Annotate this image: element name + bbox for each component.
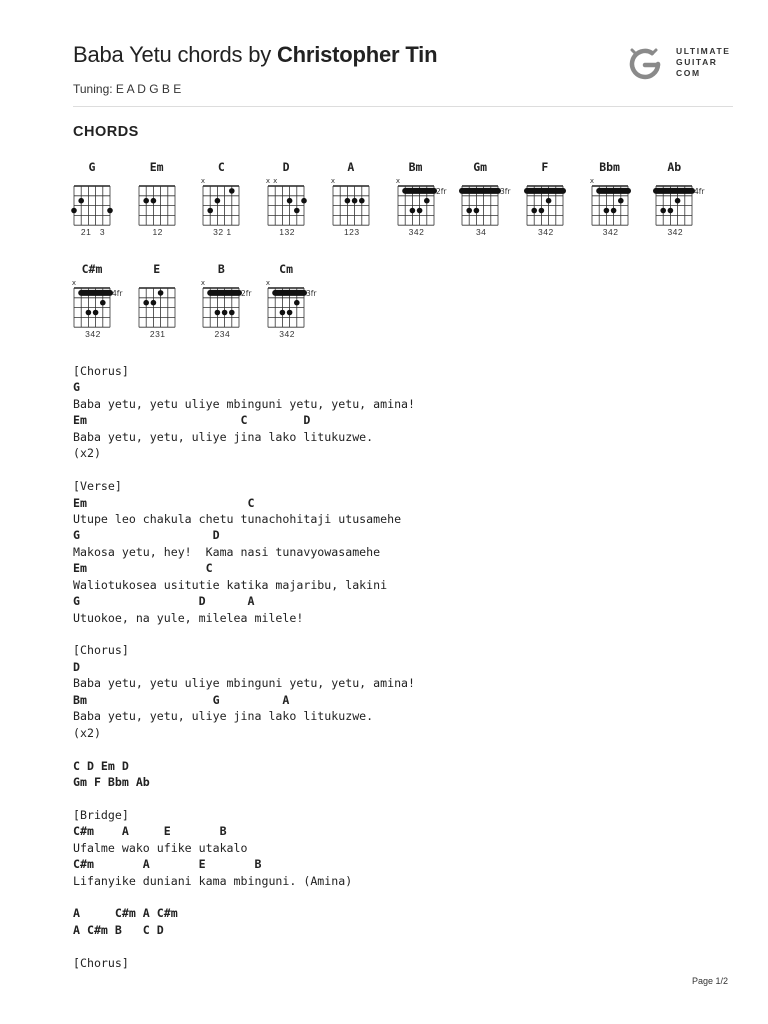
- chord-line: C#m A E B: [73, 824, 227, 839]
- finger-numbers: 34: [475, 227, 487, 237]
- lyric-line: Baba yetu, yetu, uliye jina lako litukuzwe.: [73, 709, 374, 724]
- finger-numbers: 123: [343, 227, 360, 237]
- section-label: [Verse]: [73, 479, 122, 494]
- muted-string-marker: x: [266, 279, 271, 287]
- lyric-line: Utuokoe, na yule, milelea milele!: [73, 610, 304, 625]
- finger-dot: [538, 208, 544, 214]
- artist-name: Christopher Tin: [276, 42, 438, 67]
- chord-diagram: [654, 160, 724, 242]
- finger-dot: [675, 198, 681, 204]
- finger-numbers: 342: [602, 227, 619, 237]
- finger-dot: [78, 198, 84, 204]
- finger-dot: [668, 208, 674, 214]
- finger-dot: [344, 198, 350, 204]
- chord-diagram: [525, 160, 595, 242]
- fretboard-grid: [266, 176, 312, 228]
- finger-dot: [100, 300, 106, 306]
- logo-line-1: ULTIMATE: [676, 46, 731, 56]
- lyric-line: Baba yetu, yetu uliye mbinguni yetu, yetu, amina!: [73, 396, 416, 411]
- finger-dot: [546, 198, 552, 204]
- lyric-line: [73, 741, 415, 757]
- finger-dot: [107, 208, 113, 214]
- barre-mark: [653, 188, 695, 194]
- chord-line: C D Em D: [73, 758, 129, 773]
- finger-dot: [474, 208, 480, 214]
- barre-mark: [459, 188, 501, 194]
- finger-dot: [301, 198, 307, 204]
- section-label: [Chorus]: [73, 364, 129, 378]
- chord-name: F: [541, 160, 549, 174]
- finger-dot: [352, 198, 358, 204]
- finger-dot: [215, 310, 221, 316]
- fretboard-grid: [201, 176, 247, 228]
- chord-name: A: [347, 160, 355, 174]
- section-label: [Bridge]: [73, 807, 129, 822]
- barre-mark: [272, 290, 307, 296]
- chord-name: Cm: [279, 262, 294, 276]
- chord-diagram: [396, 160, 466, 242]
- fretboard-grid: [590, 176, 636, 228]
- lyric-line: [73, 790, 415, 806]
- chord-line: G: [73, 380, 80, 395]
- chord-line: G D: [73, 528, 220, 543]
- lyric-line: Lifanyike duniani kama mbinguni. (Amina): [73, 873, 353, 888]
- chord-name: Ab: [667, 160, 682, 174]
- chord-diagrams: [0, 0, 768, 350]
- finger-numbers: 342: [667, 227, 684, 237]
- muted-string-marker: x: [201, 279, 206, 287]
- finger-dot: [71, 208, 77, 214]
- lyric-line: Utupe leo chakula chetu tunachohitaji utusamehe: [73, 511, 402, 526]
- finger-numbers: 12: [152, 227, 163, 237]
- lyric-line: Baba yetu, yetu uliye mbinguni yetu, yetu, amina!: [73, 676, 416, 691]
- lyric-line: [73, 626, 415, 642]
- finger-numbers: 21 3: [80, 227, 106, 237]
- finger-dot: [229, 188, 235, 194]
- logo-line-2: GUITAR: [676, 57, 718, 67]
- finger-dot: [424, 198, 430, 204]
- fret-position-label: 4fr: [694, 186, 705, 196]
- finger-dot: [416, 208, 422, 214]
- barre-mark: [524, 188, 566, 194]
- chord-line: C#m A E B: [73, 857, 262, 872]
- fretboard-grid: [72, 176, 118, 228]
- chord-line: Gm F Bbm Ab: [73, 774, 150, 789]
- finger-dot: [222, 310, 228, 316]
- finger-dot: [618, 198, 624, 204]
- chord-name: B: [217, 262, 225, 276]
- finger-dot: [287, 198, 293, 204]
- lyric-line: Makosa yetu, hey! Kama nasi tunavyowasamehe: [73, 544, 381, 559]
- fretboard-grid: [137, 176, 183, 228]
- finger-numbers: 132: [279, 227, 295, 237]
- fretboard-grid: [525, 176, 571, 228]
- finger-dot: [229, 310, 235, 316]
- lyric-line: (x2): [73, 725, 101, 740]
- finger-dot: [294, 208, 300, 214]
- fret-position-label: 3fr: [500, 186, 511, 196]
- finger-dot: [150, 300, 156, 306]
- finger-dot: [93, 310, 99, 316]
- finger-numbers: 342: [85, 329, 101, 339]
- chord-name: Gm: [473, 160, 488, 174]
- finger-numbers: 342: [279, 329, 295, 339]
- finger-dot: [143, 198, 149, 204]
- muted-string-marker: x: [201, 177, 206, 185]
- chord-name: C: [217, 160, 225, 174]
- finger-dot: [150, 198, 156, 204]
- finger-dot: [603, 208, 609, 214]
- chord-name: Em: [149, 160, 164, 174]
- logo-line-3: COM: [676, 68, 701, 78]
- finger-dot: [280, 310, 286, 316]
- finger-numbers: 342: [408, 227, 425, 237]
- fretboard-grid: [137, 278, 183, 330]
- fret-position-label: 2fr: [435, 186, 446, 196]
- finger-numbers: 234: [214, 329, 231, 339]
- chord-diagram: [266, 160, 336, 242]
- chord-line: Bm G A: [73, 692, 290, 707]
- muted-string-marker: x: [266, 177, 271, 185]
- fretboard-grid: [266, 278, 317, 330]
- chord-diagram: [266, 262, 336, 344]
- fretboard-grid: [460, 176, 511, 228]
- chord-name: G: [88, 160, 96, 174]
- finger-dot: [531, 208, 537, 214]
- chord-line: A C#m B C D: [73, 922, 164, 937]
- finger-dot: [208, 208, 214, 214]
- finger-dot: [294, 300, 300, 306]
- lyric-line: (x2): [73, 446, 101, 461]
- chords-heading: CHORDS: [73, 124, 139, 140]
- chord-diagram: [137, 160, 207, 242]
- finger-dot: [86, 310, 92, 316]
- fretboard-grid: [395, 176, 446, 228]
- lyric-line: [73, 889, 415, 905]
- chord-diagram: [72, 262, 142, 344]
- finger-dot: [287, 310, 293, 316]
- muted-string-marker: x: [395, 177, 400, 185]
- finger-dot: [157, 290, 163, 296]
- finger-numbers: 32 1: [213, 227, 232, 237]
- title-prefix: Baba Yetu chords by: [73, 42, 277, 67]
- chord-diagram: [201, 160, 271, 242]
- chord-sheet: [73, 363, 415, 971]
- lyric-line: [73, 938, 415, 954]
- finger-numbers: 231: [149, 329, 166, 339]
- section-label: [Chorus]: [73, 955, 129, 970]
- muted-string-marker: x: [273, 177, 278, 185]
- chord-diagram: [201, 262, 271, 344]
- finger-dot: [143, 300, 149, 306]
- finger-numbers: 342: [538, 227, 554, 237]
- barre-mark: [208, 290, 243, 296]
- barre-mark: [402, 188, 437, 194]
- chord-line: D: [73, 659, 80, 674]
- chord-name: Bm: [408, 160, 423, 174]
- fret-position-label: 2fr: [241, 288, 252, 298]
- chord-line: Em C D: [73, 413, 311, 428]
- lyric-line: [73, 462, 415, 478]
- chord-diagram: [137, 262, 207, 344]
- chord-diagram: [331, 160, 401, 242]
- fret-position-label: 4fr: [112, 288, 123, 298]
- chord-diagram: [460, 160, 530, 242]
- lyric-line: Baba yetu, yetu, uliye jina lako litukuzwe.: [73, 429, 374, 444]
- fretboard-grid: [331, 176, 377, 228]
- chord-name: D: [282, 160, 290, 174]
- lyric-line: Ufalme wako ufike utakalo: [73, 840, 248, 855]
- finger-dot: [467, 208, 473, 214]
- chord-name: E: [153, 262, 161, 276]
- page-number: Page 1/2: [692, 976, 729, 986]
- barre-mark: [78, 290, 113, 296]
- chord-line: Em C: [73, 495, 255, 510]
- finger-dot: [610, 208, 616, 214]
- muted-string-marker: x: [330, 177, 335, 185]
- lyric-line: Waliotukosea usitutie katika majaribu, lakini: [73, 577, 388, 592]
- barre-mark: [596, 188, 631, 194]
- chord-line: Em C: [73, 561, 213, 576]
- muted-string-marker: x: [589, 177, 594, 185]
- chord-diagram: [72, 160, 142, 242]
- finger-dot: [661, 208, 667, 214]
- section-label: [Chorus]: [73, 643, 129, 658]
- finger-dot: [215, 198, 221, 204]
- chord-line: G D A: [73, 594, 255, 609]
- muted-string-marker: x: [71, 279, 77, 287]
- fretboard-grid: [201, 278, 252, 330]
- chord-name: C#m: [81, 262, 103, 276]
- tuning-info: Tuning: E A D G B E: [73, 82, 182, 96]
- fret-position-label: 3fr: [306, 288, 317, 298]
- fretboard-grid: [654, 176, 705, 228]
- finger-dot: [409, 208, 415, 214]
- fretboard-grid: [71, 278, 123, 330]
- finger-dot: [359, 198, 365, 204]
- chord-line: A C#m A C#m: [73, 906, 178, 921]
- chord-diagram: [590, 160, 660, 242]
- chord-name: Bbm: [599, 160, 620, 174]
